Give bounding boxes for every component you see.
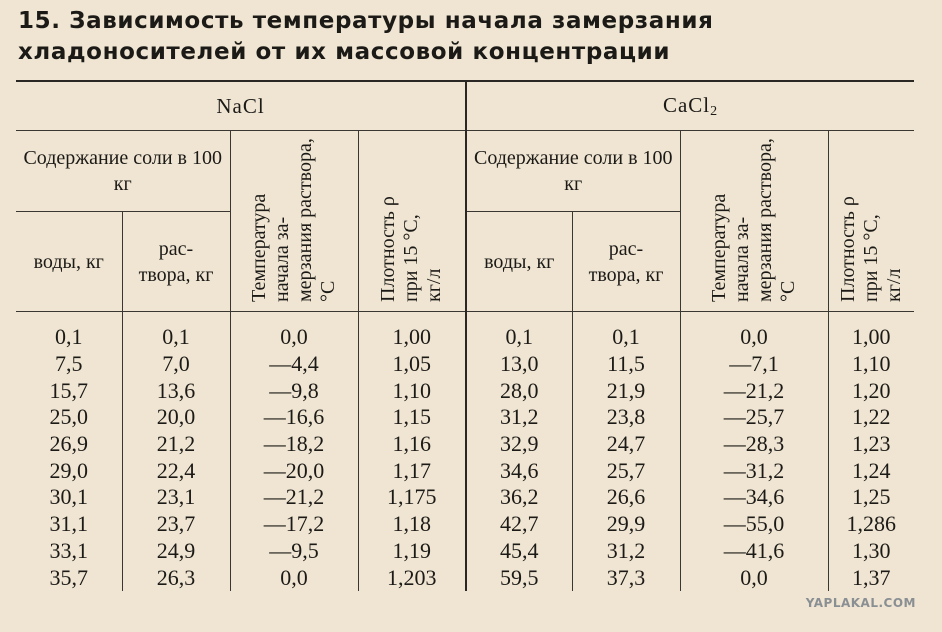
table-cell: 24,7: [572, 431, 680, 458]
table-cell: —20,0: [230, 457, 358, 484]
table-cell: 24,9: [122, 538, 230, 565]
header-water-nacl: воды, кг: [16, 212, 122, 312]
table-cell: —55,0: [680, 511, 828, 538]
header-density-nacl: Плотность ρ при 15 °С, кг/л: [358, 131, 466, 312]
table-cell: 31,2: [572, 538, 680, 565]
table-cell: —7,1: [680, 351, 828, 378]
table-cell: 11,5: [572, 351, 680, 378]
table-cell: 1,23: [828, 431, 914, 458]
table-cell: 21,2: [122, 431, 230, 458]
table-cell: 23,7: [122, 511, 230, 538]
table-cell: 31,1: [49, 511, 88, 537]
table-body: [16, 312, 914, 591]
data-table: [16, 80, 914, 591]
table-cell: 1,203: [358, 564, 466, 591]
table-cell: 0,0: [230, 312, 358, 351]
table-cell: 0,0: [230, 564, 358, 591]
table-cell: 1,05: [358, 351, 466, 378]
table-cell: —25,7: [680, 404, 828, 431]
table-row: [16, 484, 914, 511]
table-cell: 20,0: [122, 404, 230, 431]
group-header-nacl: NaCl: [16, 81, 466, 131]
header-temperature-cacl2: Температура начала за- мерзания раствора, °С: [680, 131, 828, 312]
table-cell: —18,2: [230, 431, 358, 458]
table-cell: 33,1: [49, 537, 88, 563]
table-cell: 1,30: [828, 538, 914, 565]
table-cell: 30,1: [49, 484, 88, 510]
table-row: [16, 351, 914, 378]
header-temperature-nacl: Температура начала за- мерзания раствора, °С: [230, 131, 358, 312]
table-cell: 1,00: [358, 312, 466, 351]
table-cell: 21,9: [572, 377, 680, 404]
table-cell: —16,6: [230, 404, 358, 431]
watermark: YAPLAKAL.COM: [805, 596, 916, 610]
table-row: [16, 538, 914, 565]
table-cell: 1,25: [828, 484, 914, 511]
table-cell: 31,2: [500, 404, 539, 430]
table-cell: —31,2: [680, 457, 828, 484]
table-cell: 28,0: [500, 377, 539, 403]
header-content-nacl: Содержание соли в 100 кг: [16, 131, 230, 212]
table-cell: 23,8: [572, 404, 680, 431]
table-cell: 0,1: [572, 312, 680, 351]
table-cell: —17,2: [230, 511, 358, 538]
table-cell: 7,5: [55, 351, 83, 377]
group-header-cacl2: CaCl2: [466, 81, 914, 131]
table-cell: 1,10: [828, 351, 914, 378]
table-cell: —9,5: [230, 538, 358, 565]
table-cell: 29,9: [572, 511, 680, 538]
table-cell: —21,2: [230, 484, 358, 511]
table-row: [16, 431, 914, 458]
table-row: [16, 312, 914, 351]
table-cell: 1,286: [828, 511, 914, 538]
table-cell: 36,2: [500, 484, 539, 510]
table-cell: 0,1: [122, 312, 230, 351]
header-content-cacl2: Содержание соли в 100 кг: [466, 131, 680, 212]
table-cell: 1,175: [358, 484, 466, 511]
table-cell: 22,4: [122, 457, 230, 484]
table-cell: 32,9: [500, 431, 539, 457]
table-cell: 26,6: [572, 484, 680, 511]
header-solution-cacl2: рас- твора, кг: [572, 212, 680, 312]
header-solution-nacl: рас- твора, кг: [122, 212, 230, 312]
table-cell: 45,4: [500, 537, 539, 563]
table-cell: 0,0: [680, 564, 828, 591]
table-cell: 0,1: [505, 324, 534, 350]
table-row: [16, 511, 914, 538]
table-cell: 59,5: [500, 564, 539, 590]
table-cell: 37,3: [572, 564, 680, 591]
table-cell: 23,1: [122, 484, 230, 511]
table-cell: 1,15: [358, 404, 466, 431]
table-cell: 1,16: [358, 431, 466, 458]
table-cell: —41,6: [680, 538, 828, 565]
table-cell: 42,7: [500, 511, 539, 537]
table-cell: 1,22: [828, 404, 914, 431]
table-cell: 1,17: [358, 457, 466, 484]
table-cell: 26,9: [49, 431, 88, 457]
table-cell: 25,0: [49, 404, 88, 430]
table-cell: 1,10: [358, 377, 466, 404]
table-cell: 1,24: [828, 457, 914, 484]
table-cell: 0,0: [680, 312, 828, 351]
table-cell: 1,20: [828, 377, 914, 404]
table-cell: —4,4: [230, 351, 358, 378]
table-title: 15. Зависимость температуры начала замерзания хладоносителей от их массовой концентрации: [18, 8, 714, 65]
table-cell: —21,2: [680, 377, 828, 404]
table-cell: 1,37: [828, 564, 914, 591]
table-row: [16, 404, 914, 431]
table-cell: 1,19: [358, 538, 466, 565]
table-cell: 7,0: [122, 351, 230, 378]
table-cell: 15,7: [49, 377, 88, 403]
header-water-cacl2: воды, кг: [466, 212, 572, 312]
table-cell: 25,7: [572, 457, 680, 484]
table-cell: 1,00: [828, 312, 914, 351]
table-cell: —34,6: [680, 484, 828, 511]
table-cell: —28,3: [680, 431, 828, 458]
table-cell: 1,18: [358, 511, 466, 538]
table-cell: 26,3: [122, 564, 230, 591]
table-row: [16, 377, 914, 404]
header-density-cacl2: Плотность ρ при 15 °С, кг/л: [828, 131, 914, 312]
table-row: [16, 564, 914, 591]
table-cell: —9,8: [230, 377, 358, 404]
table-row: [16, 457, 914, 484]
table-cell: 29,0: [49, 457, 88, 483]
table-cell: 35,7: [49, 564, 88, 590]
table-cell: 13,0: [500, 351, 539, 377]
table-cell: 0,1: [55, 324, 83, 350]
table-cell: 34,6: [500, 457, 539, 483]
table-cell: 13,6: [122, 377, 230, 404]
